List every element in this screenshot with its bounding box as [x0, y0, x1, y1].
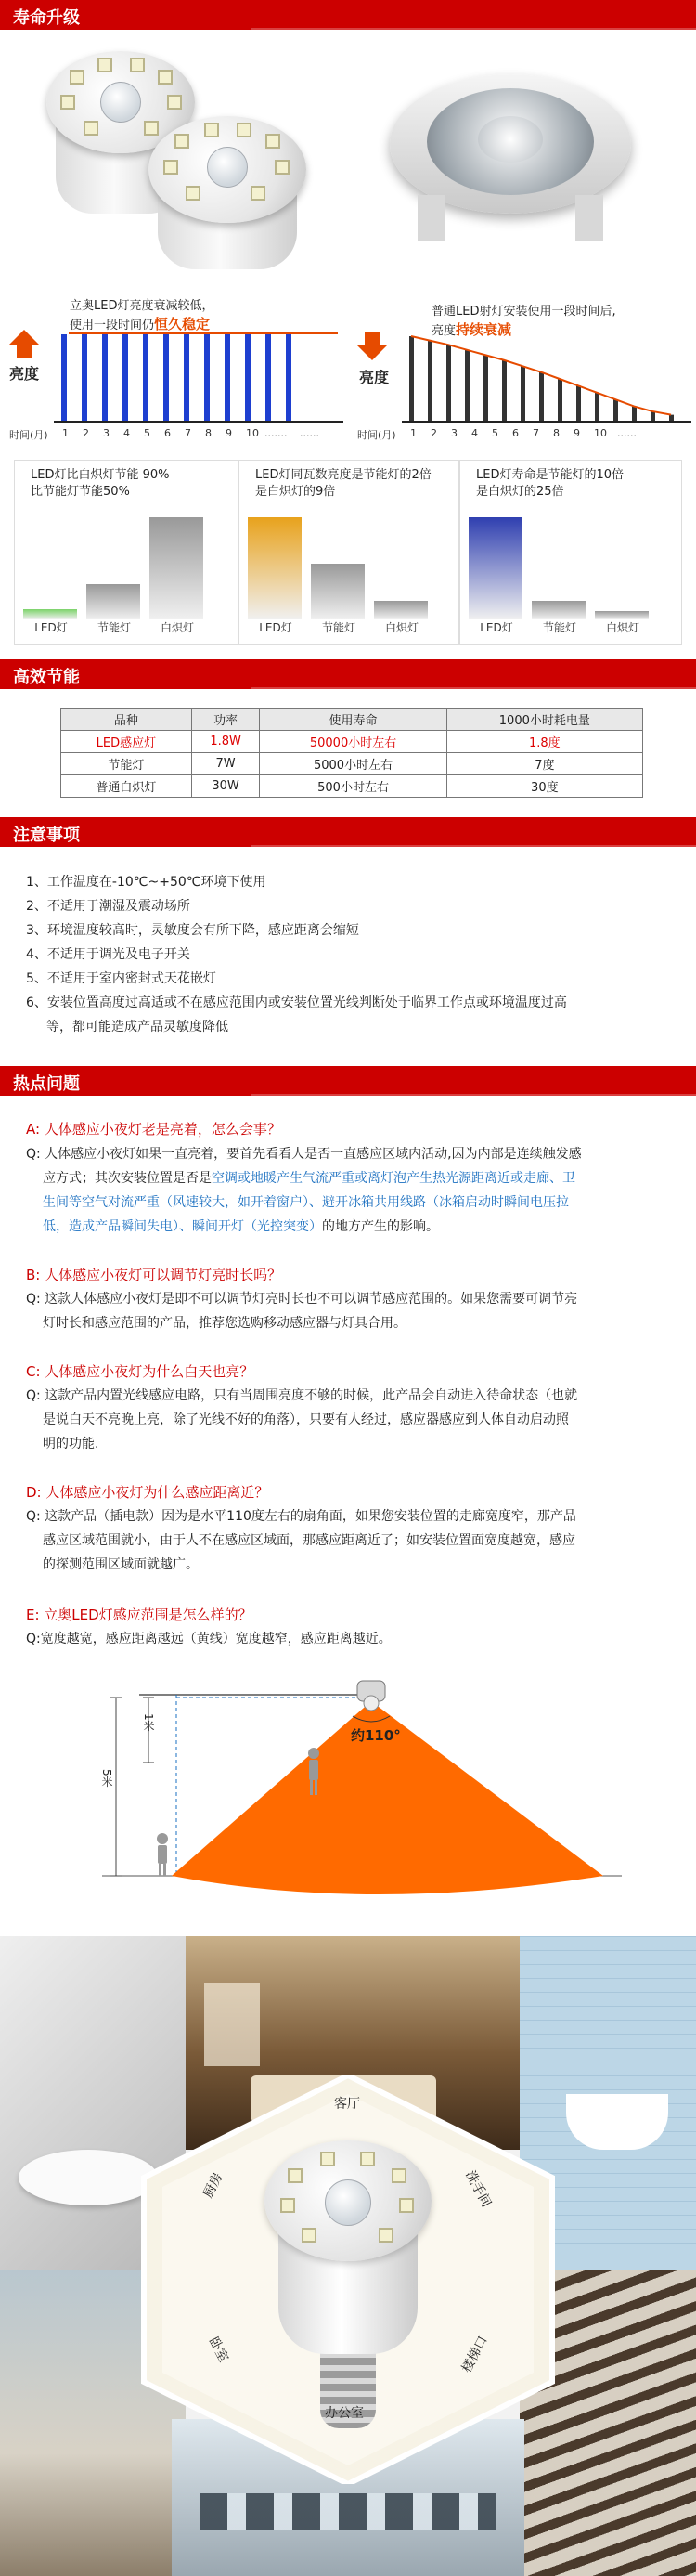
- chart-bar: [409, 336, 414, 422]
- faq-question: C: 人体感应小夜灯为什么白天也亮？: [26, 1363, 254, 1380]
- chart-bar: [521, 366, 525, 422]
- compare-bar: [248, 517, 302, 619]
- tick-label: 6: [164, 427, 171, 439]
- angle-label: 约110°: [351, 1727, 401, 1744]
- table-row: [61, 775, 643, 798]
- table-cell: 7度: [446, 753, 642, 775]
- table-row: [61, 731, 643, 753]
- faq-answer: Q: 这款产品内置光线感应电路，只有当周围亮度不够的时候，此产品会自动进入待命状态（也就 是说白天不亮晚上亮，除了光线不好的角落），只要有人经过，感应器感应到人体自动启动照 明的功能.: [26, 1388, 578, 1451]
- chart-bar: [428, 341, 432, 422]
- chart-bar: [225, 334, 230, 422]
- compare-label: 节能灯: [97, 621, 131, 634]
- section-header-efficiency: [0, 659, 696, 689]
- section-title: 热点问题: [13, 1074, 80, 1094]
- compare-bar: [374, 601, 428, 619]
- chart-bar: [446, 345, 451, 422]
- note-item: 5、不适用于室内密封式天花嵌灯: [26, 971, 216, 986]
- scene-label-living: 客厅: [334, 2097, 360, 2112]
- tick-label: 4: [123, 427, 130, 439]
- table-header: 功率: [191, 709, 260, 731]
- compare-bar: [23, 609, 77, 619]
- faq-question: D: 人体感应小夜灯为什么感应距离近？: [26, 1484, 269, 1501]
- spec-table: [60, 708, 643, 798]
- comparison-panels: [14, 460, 682, 650]
- note-item: 2、不适用于潮湿及震动场所: [26, 899, 190, 914]
- chart-bar: [502, 360, 507, 422]
- chart-ylabel: 亮度: [359, 369, 390, 386]
- tick-label: 4: [471, 427, 478, 439]
- compare-label: 白炽灯: [605, 621, 639, 634]
- chart-bar: [595, 393, 599, 422]
- compare-label: LED灯: [259, 621, 292, 634]
- tick-label: 6: [512, 427, 519, 439]
- tick-label: 9: [574, 427, 580, 439]
- compare-bar: [595, 611, 649, 619]
- chart-bar: [576, 385, 581, 422]
- chart-bar: [539, 372, 544, 422]
- tick-label: 8: [205, 427, 212, 439]
- compare-bar: [532, 601, 586, 619]
- tick-label: 5: [492, 427, 498, 439]
- up-arrow-icon: [9, 330, 39, 345]
- tick-label: 10: [594, 427, 607, 439]
- chart-bar: [122, 334, 128, 422]
- scenes-collage: [0, 1936, 696, 2576]
- table-header: 1000小时耗电量: [446, 709, 642, 731]
- chart-xlabel: 时间(月): [9, 429, 48, 441]
- section-title: 高效节能: [13, 668, 80, 687]
- chart-emphasis: 恒久稳定: [154, 316, 211, 332]
- chart-bar: [558, 379, 562, 422]
- compare-title: LED灯比白炽灯节能 90% 比节能灯节能50%: [31, 468, 170, 499]
- table-header: 品种: [61, 709, 192, 731]
- tick-label: 7: [185, 427, 191, 439]
- compare-label: 节能灯: [321, 621, 355, 634]
- table-cell: 5000小时左右: [260, 753, 446, 775]
- table-cell: 普通白炽灯: [61, 775, 192, 798]
- tick-label: 2: [431, 427, 437, 439]
- led-bulbs-image: [28, 37, 325, 269]
- led-bars: [56, 332, 343, 422]
- chart-bar: [82, 334, 87, 422]
- chart-bar: [61, 334, 67, 422]
- person-icon: [157, 1833, 168, 1876]
- sensor-range-diagram: [84, 1662, 640, 1894]
- chart-bar: [286, 334, 291, 422]
- faq-answer: Q: 人体感应小夜灯如果一直亮着，要首先看看人是否一直感应区域内活动,因为内部是连续触发感 应方式；其次安装位置是否是空调或地暖产生气流严重或离灯泡产生热光源距离近或走廊、卫 生间等空气对流严重（风速较大，如开着窗户）、避开冰箱共用线路（冰箱启动时瞬间电压拉 低，造成产品瞬间失电）、瞬间开灯（光控突变）的地方产生的影响。: [26, 1147, 582, 1234]
- tick-label: 3: [451, 427, 458, 439]
- chart-bar: [163, 334, 169, 422]
- scene-label-stairs: 楼梯口: [458, 2334, 491, 2375]
- scene-label-bathroom: 洗手间: [462, 2168, 495, 2210]
- table-cell: 500小时左右: [260, 775, 446, 798]
- tick-label: 1: [410, 427, 417, 439]
- compare-bar: [469, 517, 522, 619]
- chart-bar: [204, 334, 210, 422]
- section-title: 注意事项: [13, 826, 80, 845]
- label-5m: 5米: [100, 1769, 113, 1788]
- chart-note-line1: 普通LED射灯安装使用一段时间后,: [432, 305, 616, 319]
- table-row: [61, 753, 643, 775]
- compare-label: LED灯: [34, 621, 68, 634]
- chart-emphasis: 持续衰减: [456, 321, 512, 338]
- chart-bar: [143, 334, 148, 422]
- chart-bar: [265, 334, 271, 422]
- tick-label: 10: [246, 427, 259, 439]
- faq-question: E: 立奥LED灯感应范围是怎么样的？: [26, 1607, 252, 1623]
- tick-label: 8: [553, 427, 560, 439]
- tick-label: 5: [144, 427, 150, 439]
- note-item: 6、安装位置高度过高适或不在感应范围内或安装位置光线判断处于临界工作点或环境温度过高: [26, 995, 567, 1010]
- compare-title: LED灯寿命是节能灯的10倍 是白炽灯的25倍: [476, 468, 625, 499]
- downlight-image: [390, 56, 631, 251]
- chart-bar: [102, 334, 108, 422]
- table-cell: 1.8度: [446, 731, 642, 753]
- table-cell: LED感应灯: [61, 731, 192, 753]
- chart-note-line1: 立奥LED灯亮度衰减较低，: [70, 299, 214, 313]
- chart-bar: [465, 350, 470, 422]
- table-cell: 30度: [446, 775, 642, 798]
- tick-label: .......: [264, 427, 288, 439]
- tick-label: 9: [226, 427, 232, 439]
- down-arrow-icon: [365, 332, 380, 345]
- faq-answer: Q:宽度越宽，感应距离越远（黄线）宽度越窄，感应距离越近。: [26, 1632, 392, 1646]
- tick-label: 3: [103, 427, 110, 439]
- chart-ylabel: 亮度: [9, 365, 40, 383]
- note-item: 3、环境温度较高时，灵敏度会有所下降，感应距离会缩短: [26, 923, 359, 938]
- faq-answer: Q: 这款人体感应小夜灯是即不可以调节灯亮时长也不可以调节感应范围的。如果您需要可调节亮 灯时长和感应范围的产品，推荐您选购移动感应器与灯具合用。: [26, 1292, 578, 1331]
- compare-bar: [86, 584, 140, 620]
- tick-label: 1: [62, 427, 69, 439]
- section-header-notes: [0, 817, 696, 847]
- normal-bars: [404, 334, 691, 422]
- note-item: 等，都可能造成产品灵敏度降低: [46, 1020, 228, 1034]
- scene-label-bedroom: 卧室: [205, 2335, 231, 2365]
- chart-bar: [613, 399, 618, 422]
- chart-note-line2: 使用一段时间仍: [70, 319, 155, 332]
- compare-title: LED灯同瓦数亮度是节能灯的2倍 是白炽灯的9倍: [255, 468, 432, 499]
- table-header: 使用寿命: [260, 709, 446, 731]
- faq-question: A: 人体感应小夜灯老是亮着，怎么会事？: [26, 1121, 281, 1138]
- compare-label: 白炽灯: [384, 621, 419, 634]
- scene-label-kitchen: 厨房: [200, 2170, 226, 2201]
- note-item: 4、不适用于调光及电子开关: [26, 947, 190, 962]
- compare-label: 节能灯: [542, 621, 576, 634]
- table-cell: 30W: [191, 775, 260, 798]
- section-title: 寿命升级: [13, 8, 80, 28]
- section-header-lifespan: [0, 0, 696, 30]
- tick-label: 7: [533, 427, 539, 439]
- compare-label: 白炽灯: [160, 621, 194, 634]
- scene-label-office: 办公室: [325, 2406, 364, 2421]
- center-bulb-image: [251, 2131, 445, 2438]
- faq-question: B: 人体感应小夜灯可以调节灯亮时长吗？: [26, 1267, 282, 1283]
- compare-bar: [311, 564, 365, 620]
- section-header-faq: [0, 1066, 696, 1096]
- tick-label: 2: [83, 427, 89, 439]
- note-item: 1、工作温度在-10℃~+50℃环境下使用: [26, 875, 266, 890]
- chart-bar: [184, 334, 189, 422]
- chart-xlabel: 时间(月): [357, 429, 396, 441]
- table-cell: 1.8W: [191, 731, 260, 753]
- chart-bar: [483, 355, 488, 422]
- compare-label: LED灯: [480, 621, 513, 634]
- led-brightness-chart: [0, 288, 348, 441]
- label-1m: 1米: [142, 1713, 155, 1732]
- table-cell: 节能灯: [61, 753, 192, 775]
- table-cell: 50000小时左右: [260, 731, 446, 753]
- chart-bar: [245, 334, 251, 422]
- faq-answer: Q: 这款产品（插电款）因为是水平110度左右的扇角面，如果您安装位置的走廊宽度窄，那产品 感应区域范围就小，由于人不在感应区域面，那感应距离近了；如安装位置面宽度越宽，感应 的探测范围区域面就越广。: [26, 1509, 576, 1572]
- tick-label: ......: [300, 427, 319, 439]
- compare-bar: [149, 517, 203, 619]
- chart-note-line2: 亮度: [432, 324, 457, 338]
- chart-bar: [632, 406, 637, 422]
- table-cell: 7W: [191, 753, 260, 775]
- tick-label: ......: [617, 427, 637, 439]
- normal-brightness-chart: [348, 288, 696, 441]
